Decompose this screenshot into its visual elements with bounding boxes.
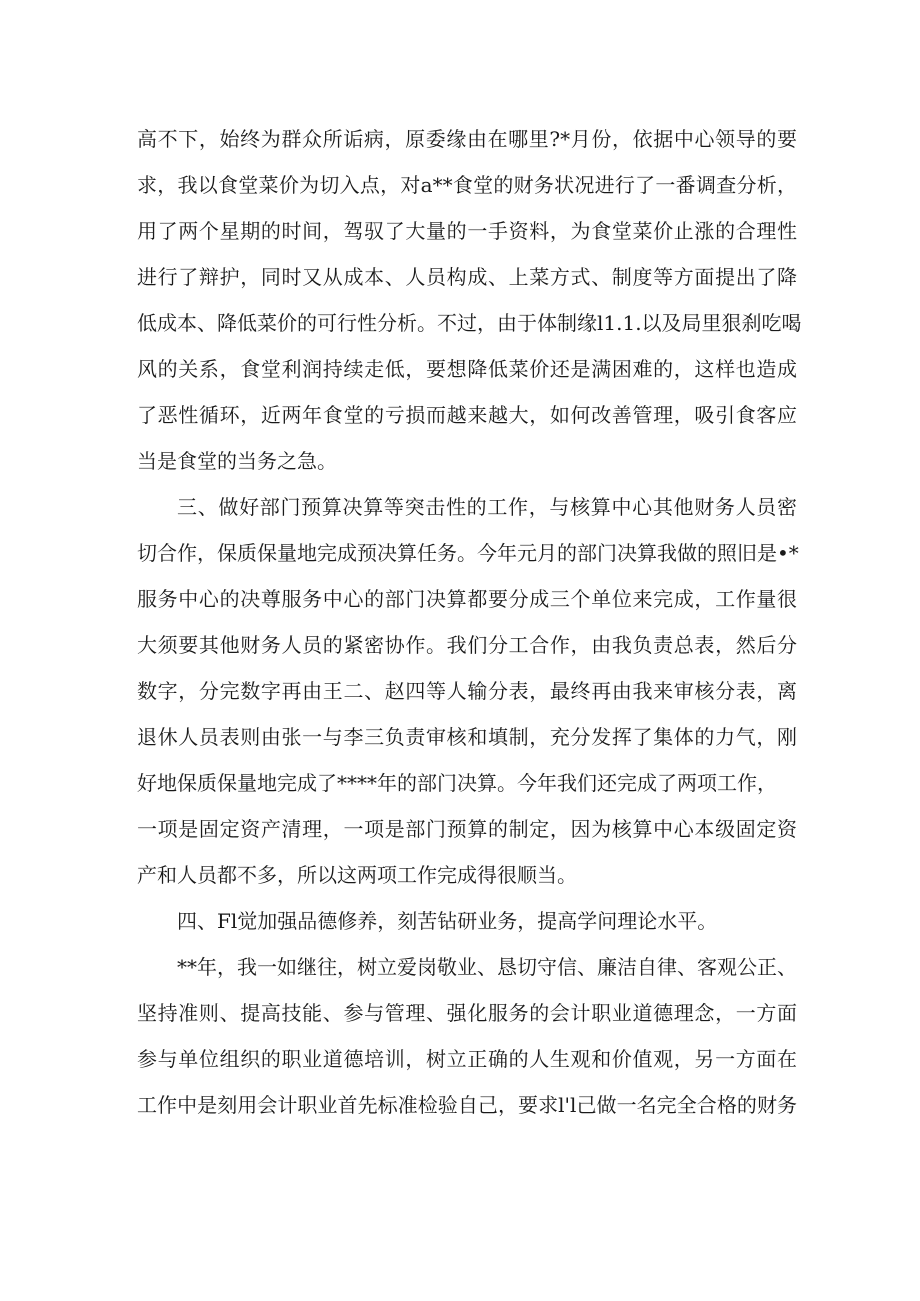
text-line: 切合作，保质保量地完成预决算任务。今年元月的部门决算我做的照旧是•* — [137, 541, 799, 565]
text-line: 进行了辩护，同时又从成本、人员构成、上菜方式、制度等方面提出了降 — [137, 265, 797, 289]
text-line: 用了两个星期的时间，驾驭了大量的一手资料，为食堂菜价止涨的合理性 — [137, 219, 797, 243]
text-line: 当是食堂的当务之急。 — [137, 449, 337, 473]
text-line: 退休人员表则由张一与李三负责审核和填制，充分发挥了集体的力气，刚 — [137, 725, 797, 749]
text-line: 产和人员都不多，所以这两项工作完成得很顺当。 — [137, 863, 577, 887]
text-line: 参与单位组织的职业道德培训，树立正确的人生观和价值观，另一方面在 — [137, 1047, 797, 1071]
text-line: 四、Fl觉加强品德修养，刻苦钻研业务，提高学问理论水平。 — [177, 909, 718, 933]
text-line: 风的关系，食堂利润持续走低，要想降低菜价还是满困难的，这样也造成 — [137, 357, 797, 381]
text-line: 了恶性循环，近两年食堂的亏损而越来越大，如何改善管理，吸引食客应 — [137, 403, 797, 427]
text-line: 服务中心的决尊服务中心的部门决算都要分成三个单位来完成，工作量很 — [137, 587, 797, 611]
text-line: 大须要其他财务人员的紧密协作。我们分工合作，由我负责总表，然后分 — [137, 633, 797, 657]
text-line: 三、做好部门预算决算等突击性的工作，与核算中心其他财务人员密 — [177, 495, 797, 519]
text-line: 数字，分完数字再由王二、赵四等人输分表，最终再由我来审核分表，离 — [137, 679, 797, 703]
text-line: 好地保质保量地完成了****年的部门决算。今年我们还完成了两项工作， — [137, 771, 777, 795]
text-line: 坚持准则、提高技能、参与管理、强化服务的会计职业道德理念，一方面 — [137, 1001, 797, 1025]
paragraph-4 — [137, 944, 797, 1128]
text-line: 一项是固定资产清理，一项是部门预算的制定，因为核算中心本级固定资 — [137, 817, 797, 841]
text-line: 求，我以食堂菜价为切入点，对a**食堂的财务状况进行了一番调查分析， — [137, 173, 797, 197]
text-line: 工作中是刻用会计职业首先标准检验自己，要求l'l己做一名完全合格的财务 — [137, 1093, 797, 1117]
text-line: 高不下，始终为群众所诟病，原委缘由在哪里?*月份，依据中心领导的要 — [137, 127, 797, 151]
paragraph-3 — [137, 898, 797, 944]
document-body — [137, 116, 802, 1128]
paragraph-1 — [137, 116, 802, 484]
text-line: **年，我一如继往，树立爱岗敬业、恳切守信、廉洁自律、客观公正、 — [177, 955, 797, 979]
text-line: 低成本、降低菜价的可行性分析。不过，由于体制缘l1.1.以及局里狠刹吃喝 — [137, 311, 802, 335]
paragraph-2 — [137, 484, 797, 898]
